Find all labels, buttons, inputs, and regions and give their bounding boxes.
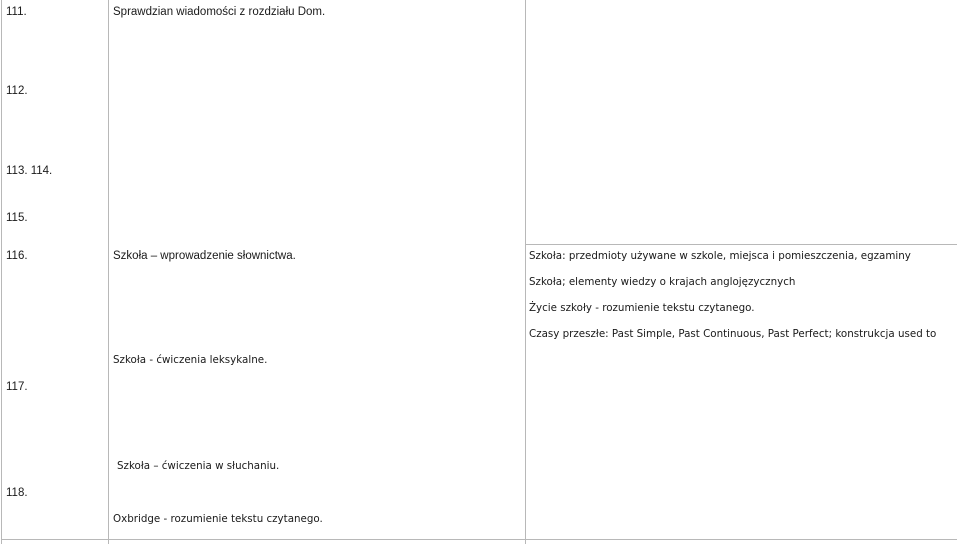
topic-118: Szkoła – ćwiczenia w słuchaniu. [117, 460, 280, 472]
content-116-line-2: Szkoła; elementy wiedzy o krajach anglojęzycznych [529, 276, 796, 288]
row-number-117: 117. [6, 381, 28, 393]
row-number-113-114: 113. 114. [6, 165, 53, 177]
row-number-111: 111. [6, 6, 27, 18]
topic-111: Sprawdzian wiadomości z rozdziału Dom. [113, 6, 326, 18]
topic-118-reading: Oxbridge - rozumienie tekstu czytanego. [113, 513, 323, 525]
row-number-116: 116. [6, 250, 28, 262]
table-bottom-border [1, 539, 957, 540]
column-divider-2 [525, 0, 526, 544]
content-116-line-4: Czasy przeszłe: Past Simple, Past Continuous, Past Perfect; konstrukcja used to [529, 328, 937, 340]
row-number-118: 118. [6, 487, 28, 499]
row-divider [525, 244, 957, 245]
topic-116: Szkoła – wprowadzenie słownictwa. [113, 250, 296, 262]
column-divider-1 [108, 0, 109, 544]
topic-117: Szkoła - ćwiczenia leksykalne. [113, 354, 268, 366]
content-116-line-1: Szkoła: przedmioty używane w szkole, miejsca i pomieszczenia, egzaminy [529, 250, 911, 262]
content-116-line-3: Życie szkoły - rozumienie tekstu czytanego. [529, 302, 755, 314]
row-number-112: 112. [6, 85, 28, 97]
table-left-border [1, 0, 2, 544]
row-number-115: 115. [6, 212, 28, 224]
